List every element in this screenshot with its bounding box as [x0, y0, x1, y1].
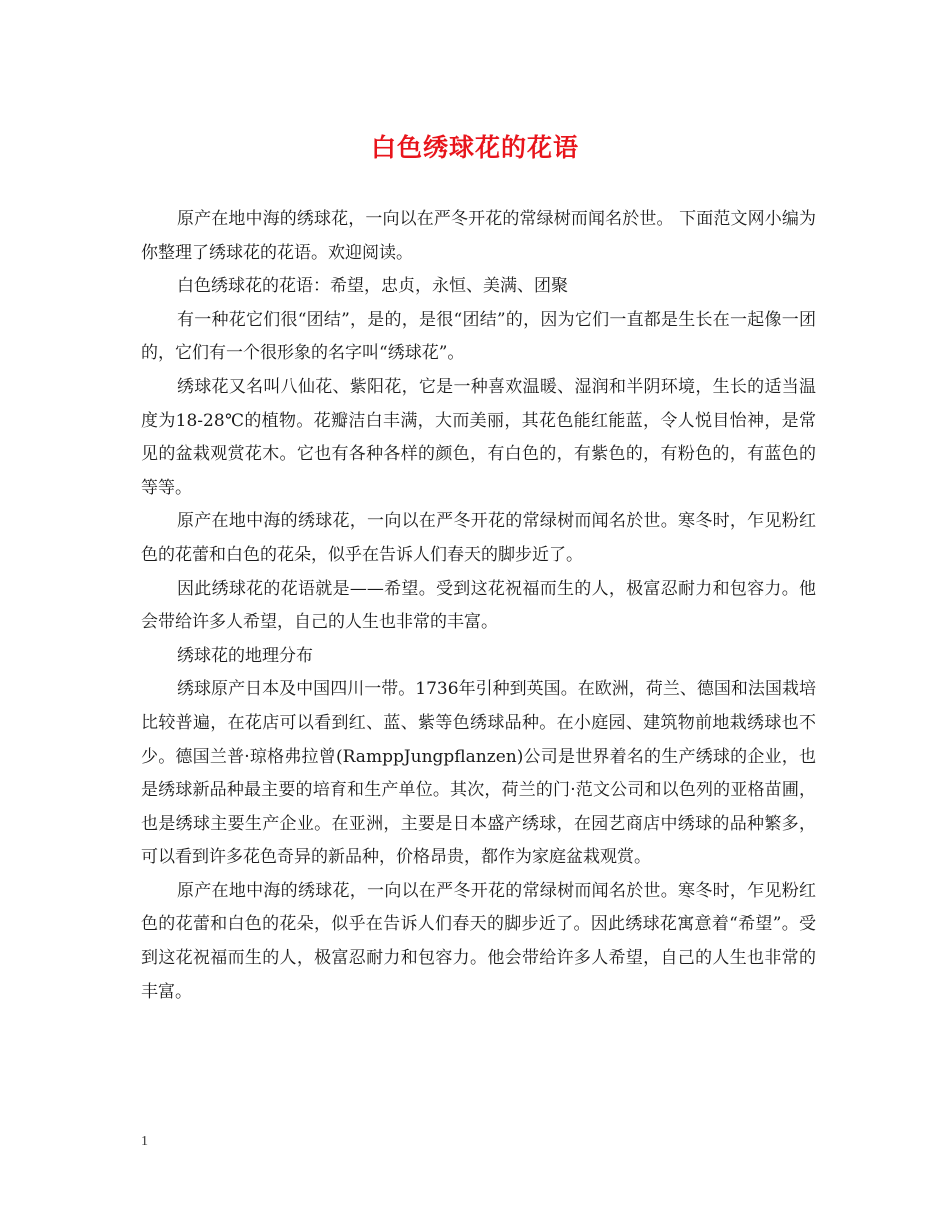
paragraph-winter-bloom: 原产在地中海的绣球花，一向以在严冬开花的常绿树而闻名於世。寒冬时，乍见粉红色的花蕾和白色的花朵，似乎在告诉人们春天的脚步近了。: [141, 511, 816, 565]
paragraph-unity: 有一种花它们很“团结”，是的，是很“团结”的，因为它们一直都是生长在一起像一团的，它们有一个很形象的名字叫“绣球花”。: [141, 309, 816, 364]
page-title: 白色绣球花的花语: [370, 133, 579, 162]
paragraph-flower-language: 白色绣球花的花语：希望，忠贞，永恒、美满、团聚: [177, 276, 568, 297]
page-number: 1: [141, 1134, 148, 1149]
paragraph-conclusion: 原产在地中海的绣球花，一向以在严冬开花的常绿树而闻名於世。寒冬时，乍见粉红色的花蕾和白色的花朵，似乎在告诉人们春天的脚步近了。因此绣球花寓意着“希望”。受到这花祝福而生的人，极富忍耐力和包容力。他会带给许多人希望，自己的人生也非常的丰富。: [141, 880, 816, 1002]
paragraph-intro: 原产在地中海的绣球花，一向以在严冬开花的常绿树而闻名於世。 下面范文网小编为你整理了绣球花的花语。欢迎阅读。: [141, 209, 816, 263]
paragraph-distribution: 绣球原产日本及中国四川一带。1736年引种到英国。在欧洲，荷兰、德国和法国栽培比较普遍，在花店可以看到红、蓝、紫等色绣球品种。在小庭园、建筑物前地栽绣球也不少。德国兰普·琼格弗拉曾(RamppJungpflanzen)公司是世界着名的生产绣球的企业，也是绣球新品种最主要的培育和生产单位。其次，荷兰的门·范文公司和以色列的亚格苗圃，也是绣球主要生产企业。在亚洲，主要是日本盛产绣球，在园艺商店中绣球的品种繁多，可以看到许多花色奇异的新品种，价格昂贵，都作为家庭盆栽观赏。: [141, 679, 816, 868]
paragraph-description: 绣球花又名叫八仙花、紫阳花，它是一种喜欢温暖、湿润和半阴环境，生长的适当温度为18-28℃的植物。花瓣洁白丰满，大而美丽，其花色能红能蓝，令人悦目怡神，是常见的盆栽观赏花木。它也有各种各样的颜色，有白色的，有紫色的，有粉色的，有蓝色的等等。: [141, 376, 816, 498]
paragraph-hope: 因此绣球花的花语就是——希望。受到这花祝福而生的人，极富忍耐力和包容力。他会带给许多人希望，自己的人生也非常的丰富。: [141, 578, 816, 633]
document-body: [141, 203, 816, 1009]
section-heading-distribution: 绣球花的地理分布: [177, 645, 313, 666]
